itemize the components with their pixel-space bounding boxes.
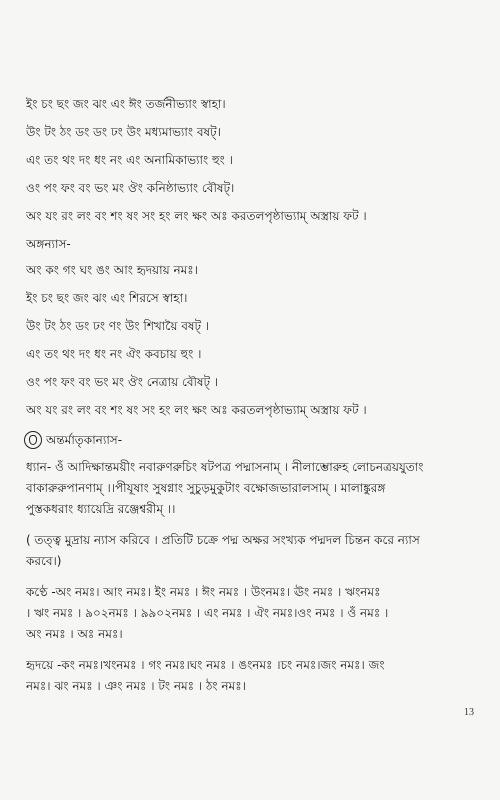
- text-line: ওং পং ফং বং ভং মং ঔং নেত্রায় বৌষট্ ।: [26, 375, 219, 389]
- instruction-line: করবে।): [26, 554, 62, 568]
- heading-text: অন্তর্মাতৃকান্যাস-: [46, 433, 123, 447]
- text-line: অং যং রং লং বং শং ষং সং হং লং ক্ষং অঃ করতলপৃষ্ঠাভ্যাম্ অস্ত্রায় ফট ।: [26, 209, 367, 223]
- text-line: উং টং ঠং ডং ডং ঢং উং মধ্যমাভ্যাং বষট্।: [26, 125, 221, 139]
- text-line: অং কং গং ঘং ঙং আং হৃদয়ায় নমঃ।: [26, 263, 198, 277]
- page-number: 13: [464, 707, 474, 718]
- text-line: অং যং রং লং বং শং ষং সং হং লং ক্ষং অঃ করতলপৃষ্ঠাভ্যাম্ অস্ত্রায় ফট ।: [26, 403, 367, 417]
- text-line: এং তং থং দং ধং নং ঐং কবচায় হুং ।: [26, 347, 202, 361]
- text-line: ইং চং ছং জং ঝং এং ঈং তর্জনীভ্যাং স্বাহা।: [26, 97, 226, 111]
- hridaye-line: হৃদয়ে -কং নমঃ।খংনমঃ । গং নমঃ।ঘং নমঃ । ঙংনমঃ ।চং নমঃ।জং নমঃ। জং: [26, 658, 385, 672]
- instruction-line: ( তত্ত্ব মুদ্রায় ন্যাস করিবে । প্রতিটি চক্রে পদ্ম অক্ষর সংখ্যক পদ্মদল চিন্তন করে ন্যাস: [26, 533, 420, 547]
- hridaye-line: নমঃ। ঝং নমঃ । ঞং নমঃ । টং নমঃ । ঠং নমঃ।: [26, 679, 246, 693]
- text-line: উং টং ঠং ডং ঢং ণং উং শিখায়ৈ বষট্ ।: [26, 319, 210, 333]
- text-line: ইং চং ছং জং ঝং এং শিরসে স্বাহা।: [26, 291, 188, 305]
- kanthe-line: অং নমঃ । অঃ নমঃ।: [26, 627, 123, 641]
- dhyana-line: পুস্তকধরাং ধ্যায়েদ্রি রঞ্জেশ্বরীম্ ।।: [26, 502, 176, 516]
- dhyana-line: ধ্যান- ওঁ আদিক্ষান্তময়ীং নবারুণরুচিং ষটপত্র পদ্মাসনাম্ । নীলাম্ভোরুহ লোচনত্রয়যুতাং: [26, 460, 424, 474]
- section-heading: [24, 431, 476, 449]
- kanthe-line: কণ্ঠে -অং নমঃ। আং নমঃ। ইং নমঃ । ঈং নমঃ । উংনমঃ। ঊং নমঃ । ঋংনমঃ: [26, 585, 381, 599]
- kanthe-line: । ঋং নমঃ । ৯০২নমঃ । ৯৯০২নমঃ । এং নমঃ । ঐং নমঃ।ওং নমঃ । ওঁ নমঃ ।: [26, 606, 389, 620]
- dhyana-line: বাকারুরুপানণাম্ ।।পীযূষাং সুষগ্নাং সুচুড়মুকুটাং বক্ষোজভারালসাম্ । মালাঙ্কুরঙ্গ: [26, 481, 386, 495]
- text-line: এং তং থং দং ধং নং এং অনামিকাভ্যাং হুং ।: [26, 153, 233, 167]
- section-label: অঙ্গন্যাস-: [26, 237, 71, 251]
- text-line: ওং পং ফং বং ভং মং ঔং কনিষ্ঠাভ্যাং বৌষট্।: [26, 181, 235, 195]
- mantra-mark-icon: [24, 431, 42, 449]
